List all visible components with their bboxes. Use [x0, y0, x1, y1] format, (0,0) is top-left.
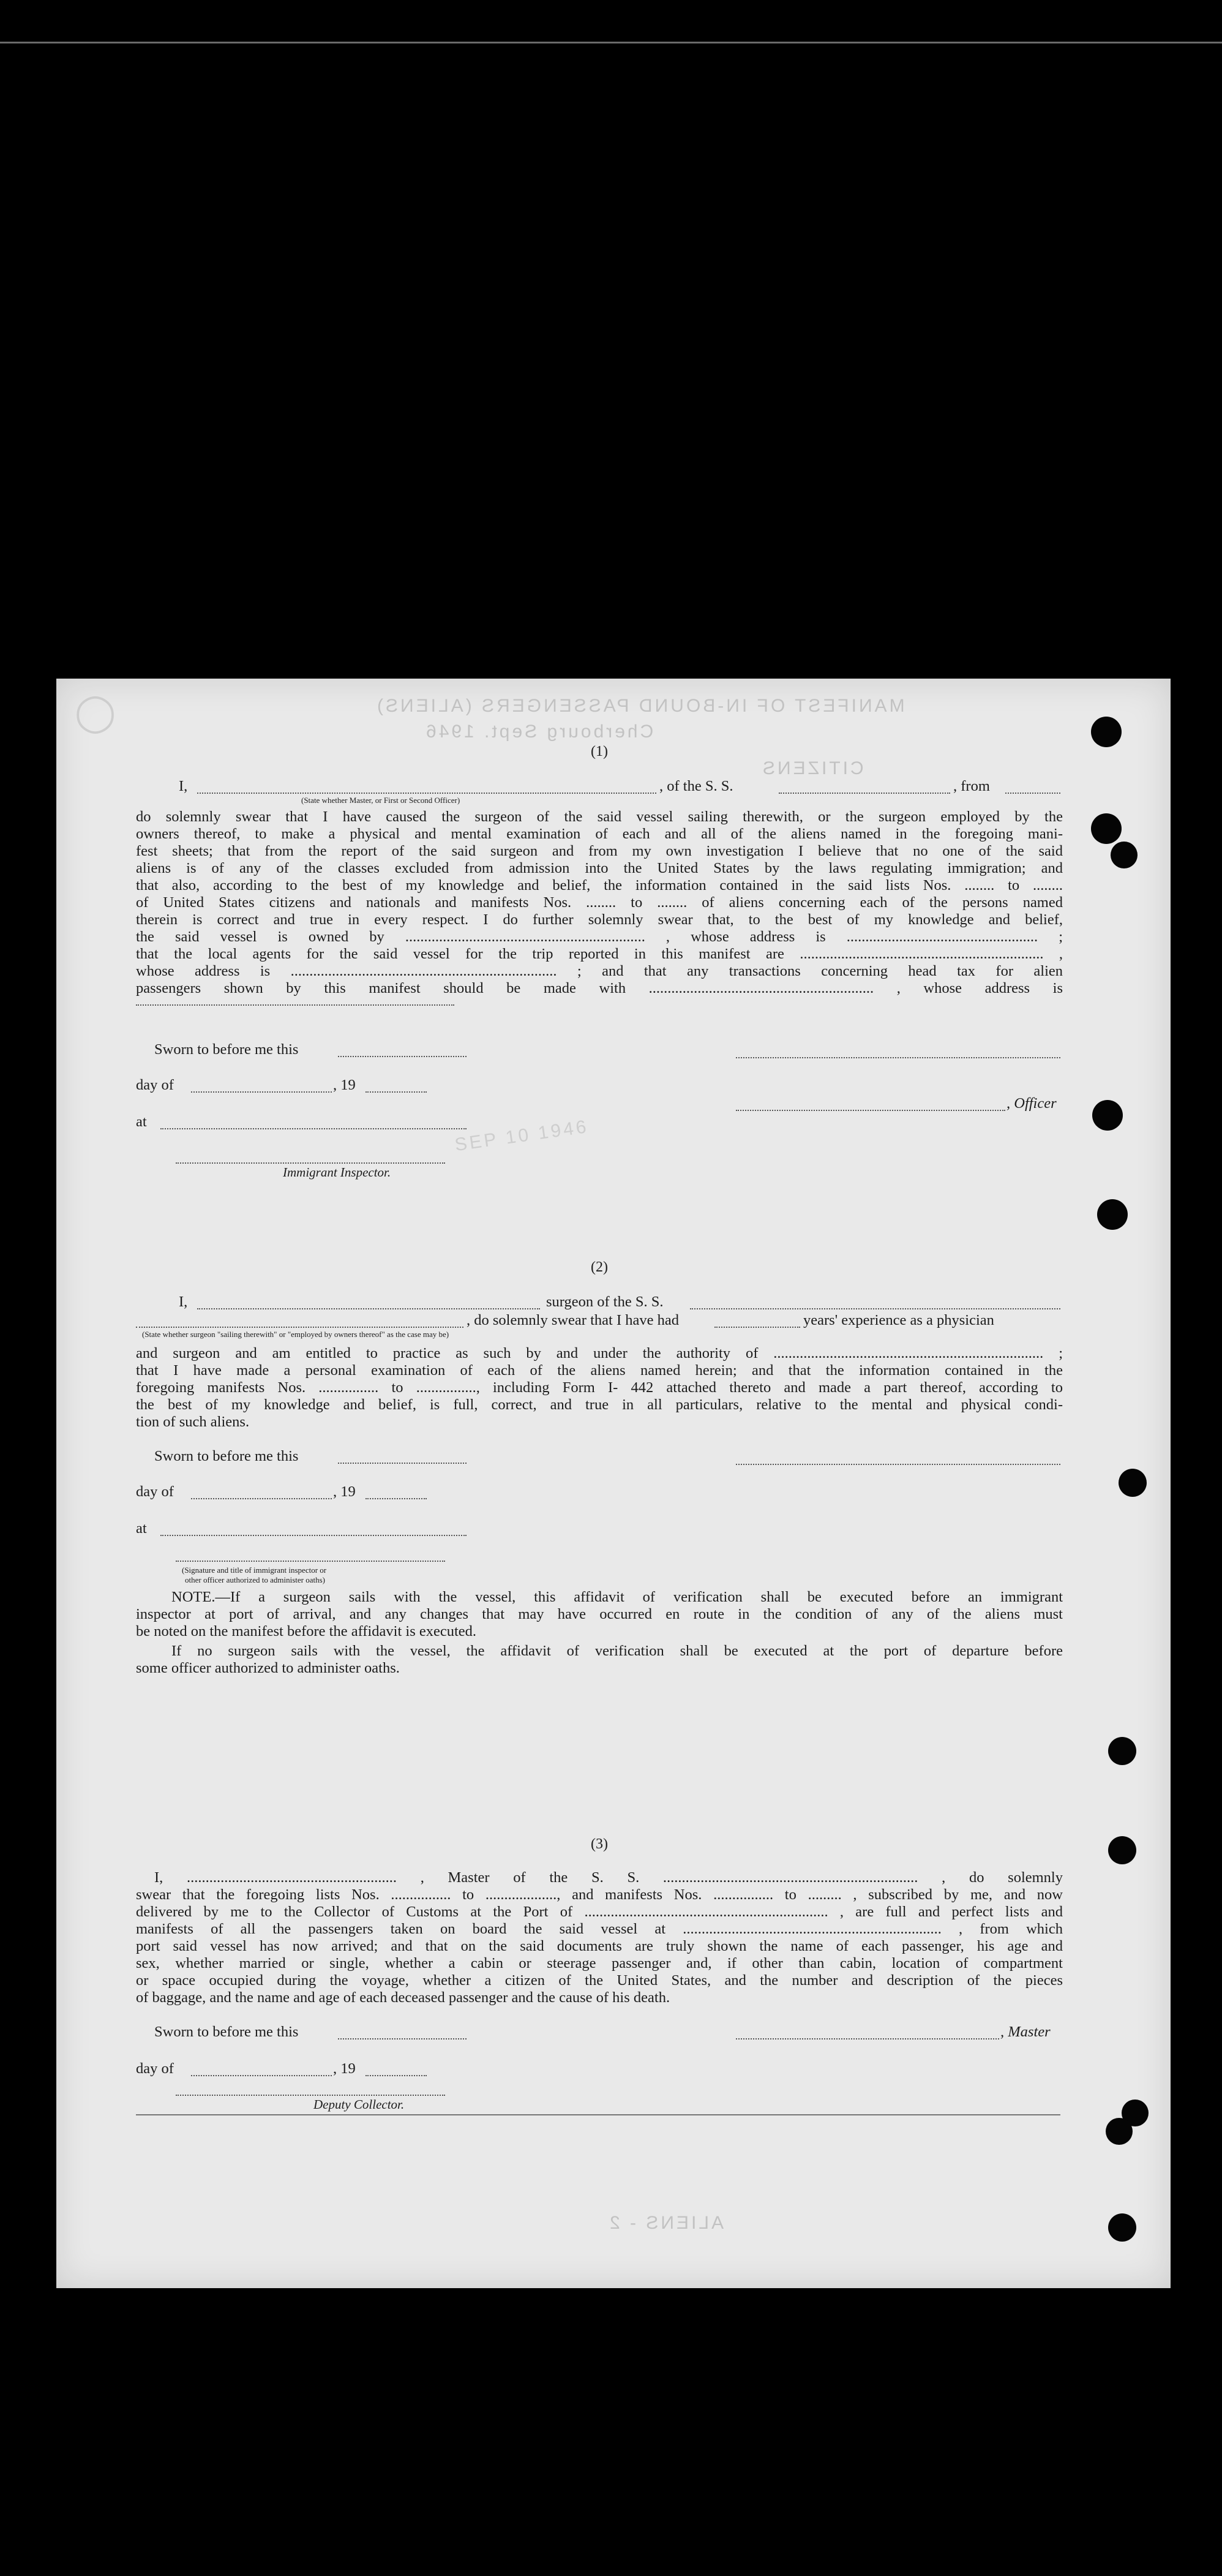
oath-line: the said vessel is owned by ................................................................ , whose address is ................................................... ; — [136, 928, 1063, 945]
oath-line: port said vessel has now arrived; and that on the said documents are truly shown the name of each passenger, his age and — [136, 1938, 1063, 1954]
bleed-through-stamp: SEP 10 1946 — [453, 1116, 590, 1156]
physician-label: years' experience as a physician — [803, 1312, 994, 1328]
affidavit-section-2 — [136, 1230, 1063, 1769]
oath-line: and surgeon and am entitled to practice as such by and under the authority of ........................................................................ ; — [136, 1345, 1063, 1361]
master-signature-field[interactable] — [736, 2038, 999, 2039]
bleed-through-text: CITIZENS — [760, 758, 864, 778]
punch-hole — [1108, 1737, 1136, 1765]
ship-name-field[interactable] — [779, 793, 950, 794]
sworn-experience-label: , do solemnly swear that I have had — [467, 1312, 679, 1328]
note-line: be noted on the manifest before the affidavit is executed. — [136, 1623, 477, 1640]
oath-line: of baggage, and the name and age of each deceased passenger and the cause of his death. — [136, 1989, 670, 2006]
punch-hole — [1108, 1836, 1136, 1864]
officer-title-field[interactable] — [736, 1110, 1005, 1111]
month-field[interactable] — [191, 2075, 332, 2076]
year-label: , 19 — [333, 1077, 356, 1093]
oath-line: tion of such aliens. — [136, 1414, 250, 1430]
officer-label: , Officer — [1006, 1095, 1057, 1112]
oath-line: that also, according to the best of my knowledge and belief, the information contained in the said lists Nos. ........ to ........ — [136, 877, 1063, 894]
oath-line: foregoing manifests Nos. ................ to ................, including Form I- 442 attached thereto and made a part thereof, according to — [136, 1379, 1063, 1396]
master-label: , Master — [1000, 2024, 1051, 2040]
day-of-label: day of — [136, 1483, 174, 1500]
note-line: NOTE.—If a surgeon sails with the vessel, this affidavit of verification shall be executed before an immigrant — [171, 1589, 1063, 1605]
oath-line: sex, whether married or single, whether a cabin or steerage passenger and, if other than cabin, location of compartment — [136, 1955, 1063, 1972]
surgeon-name-field[interactable] — [197, 1308, 540, 1309]
punch-hole — [1097, 1199, 1128, 1230]
inspector-signature-field[interactable] — [176, 1561, 445, 1562]
punch-hole — [1091, 717, 1122, 747]
oath-line: therein is correct and true in every respect. I do further solemnly swear that, to the best of my knowledge and belief, — [136, 911, 1063, 928]
sworn-label: Sworn to before me this — [154, 2024, 299, 2040]
surgeon-status-field[interactable] — [136, 1327, 463, 1328]
punch-hole — [1119, 1469, 1147, 1497]
top-divider-line — [0, 42, 1222, 43]
punch-hole — [1091, 813, 1122, 844]
bleed-through-text: Cherbourg Sept. 1946 — [424, 721, 654, 742]
location-field[interactable] — [160, 1535, 467, 1536]
oath-line: the best of my knowledge and belief, is full, correct, and true in all particulars, relative to the mental and physical condi- — [136, 1396, 1063, 1413]
oath-line: manifests of all the passengers taken on board the said vessel at ..................................................................... , from which — [136, 1921, 1063, 1937]
signature-instruction: (Signature and title of immigrant inspector or — [182, 1565, 327, 1575]
oath-line: do solemnly swear that I have caused the surgeon of the said vessel sailing therewith, or the surgeon employed by the — [136, 808, 1063, 825]
at-label: at — [136, 1520, 147, 1537]
bleed-through-text: MANIFEST OF IN-BOUND PASSENGERS (ALIENS) — [375, 696, 905, 716]
oath-line: of United States citizens and nationals and manifests Nos. ........ to ........ of aliens concerning each of the persons named — [136, 894, 1063, 911]
punch-hole — [1092, 1100, 1123, 1131]
ship-name-field[interactable] — [690, 1308, 1060, 1309]
sworn-day-field[interactable] — [338, 1463, 467, 1464]
oath-line: swear that the foregoing lists Nos. ................ to ..................., and manifests Nos. ................ to ......... , subscribed by me, and now — [136, 1886, 1063, 1903]
sworn-label: Sworn to before me this — [154, 1448, 299, 1464]
oath-line: whose address is ....................................................................... ; and that any transactions concerning head tax for alien — [136, 963, 1063, 979]
section-2-heading: (2) — [591, 1259, 608, 1275]
oath-intro: I, — [179, 778, 188, 794]
oath-line: passengers shown by this manifest should be made with ............................................................ , whose address is — [136, 980, 1063, 996]
punch-hole — [1106, 2118, 1133, 2145]
surgeon-signature-field[interactable] — [736, 1464, 1060, 1465]
punch-hole — [1108, 2213, 1136, 2242]
note-line: some officer authorized to administer oaths. — [136, 1660, 400, 1676]
year-field[interactable] — [365, 1498, 427, 1499]
oath-intro: I, — [179, 1294, 188, 1310]
inspector-label: Immigrant Inspector. — [283, 1165, 391, 1180]
sworn-label: Sworn to before me this — [154, 1041, 299, 1058]
year-field[interactable] — [365, 2075, 427, 2076]
year-field[interactable] — [365, 1091, 427, 1093]
signature-instruction: other officer authorized to administer oaths) — [185, 1575, 325, 1584]
month-field[interactable] — [191, 1091, 332, 1093]
sworn-day-field[interactable] — [338, 1056, 467, 1057]
oath-line: that the local agents for the said vessel for the trip reported in this manifest are ................................................................. , — [136, 946, 1063, 962]
year-label: , 19 — [333, 1483, 356, 1500]
from-label: , from — [953, 778, 990, 794]
oath-line: fest sheets; that from the report of the said surgeon and from my own investigation I believe that no one of the said — [136, 843, 1063, 859]
surgeon-of-ship-label: surgeon of the S. S. — [546, 1294, 664, 1310]
at-label: at — [136, 1113, 147, 1130]
affidavit-section-3 — [136, 1769, 1063, 2112]
oath-line: aliens is of any of the classes excluded from admission into the United States by the laws regulating immigration; and — [136, 860, 1063, 876]
note-line: If no surgeon sails with the vessel, the affidavit of verification shall be executed at the port of departure before — [171, 1643, 1063, 1659]
oath-line: owners thereof, to make a physical and mental examination of each and all of the aliens named in the foregoing mani- — [136, 826, 1063, 842]
bottom-rule — [136, 2114, 1060, 2115]
officer-signature-field[interactable] — [736, 1057, 1060, 1058]
location-field[interactable] — [160, 1128, 467, 1129]
surgeon-status-instruction: (State whether surgeon "sailing therewith" or "employed by owners thereof" as the case may be) — [142, 1330, 449, 1339]
oath-line: delivered by me to the Collector of Customs at the Port of ................................................................. , are full and perfect lists and — [136, 1904, 1063, 1920]
punch-hole — [1111, 842, 1138, 868]
of-ship-label: , of the S. S. — [659, 778, 733, 794]
oath-line: I, ........................................................ , Master of the S. S. .................................................................... , do solemnly — [154, 1869, 1063, 1886]
note-line: inspector at port of arrival, and any changes that may have occurred en route in the condition of any of the aliens must — [136, 1606, 1063, 1622]
inspector-signature-field[interactable] — [176, 1162, 445, 1164]
oath-line: that I have made a personal examination of each of the aliens named herein; and that the information contained in the — [136, 1362, 1063, 1379]
oath-line: or space occupied during the voyage, whether a citizen of the United States, and the number and description of the pieces — [136, 1972, 1063, 1989]
day-of-label: day of — [136, 1077, 174, 1093]
section-1-heading: (1) — [591, 744, 608, 759]
bleed-through-text: ALIENS - 2 — [607, 2213, 724, 2233]
collector-label: Deputy Collector. — [313, 2097, 405, 2112]
collector-signature-field[interactable] — [176, 2095, 445, 2096]
from-port-field[interactable] — [1005, 793, 1060, 794]
officer-rank-instruction: (State whether Master, or First or Second Officer) — [301, 796, 460, 805]
agent-address-field[interactable] — [136, 1004, 454, 1006]
officer-name-field[interactable] — [197, 793, 656, 794]
year-label: , 19 — [333, 2060, 356, 2077]
month-field[interactable] — [191, 1498, 332, 1499]
manifest-affidavit-page — [56, 679, 1171, 2288]
section-3-heading: (3) — [591, 1836, 608, 1852]
sworn-day-field[interactable] — [338, 2038, 467, 2039]
years-field[interactable] — [714, 1327, 800, 1328]
bleed-through-stamp: ◯ — [75, 691, 119, 733]
affidavit-section-1 — [136, 679, 1063, 1193]
day-of-label: day of — [136, 2060, 174, 2077]
